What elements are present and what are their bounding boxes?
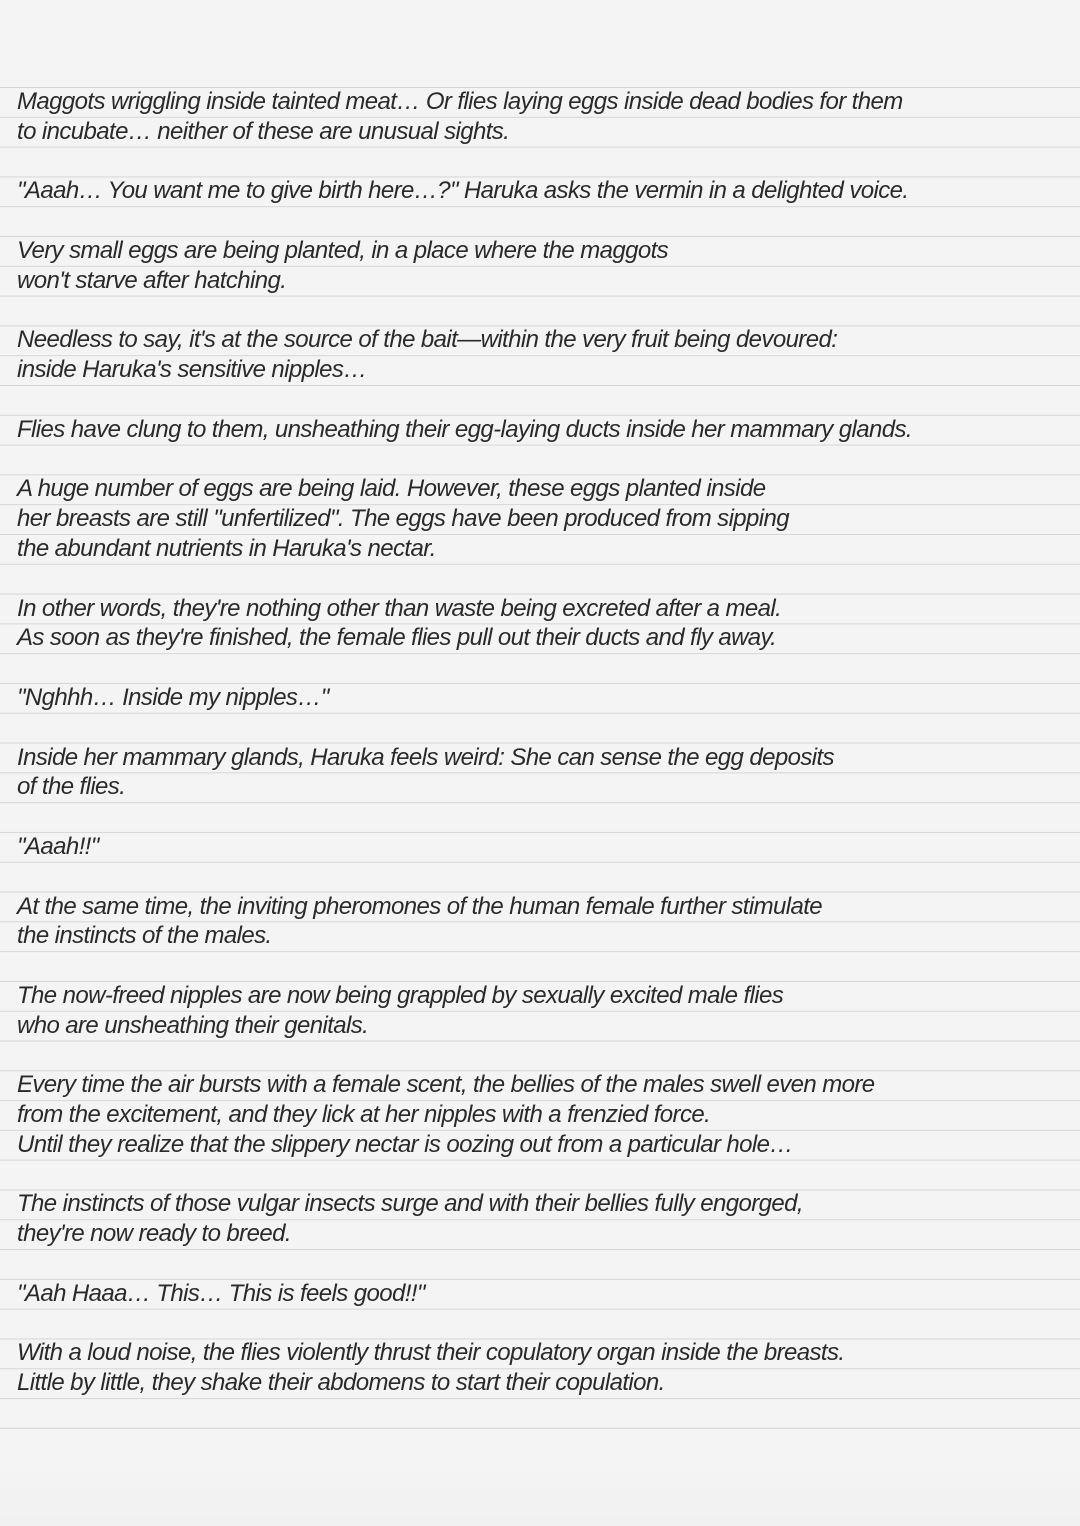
text-line: As soon as they're finished, the female flies pull out their ducts and fly away.	[17, 624, 777, 652]
text-line: from the excitement, and they lick at her nipples with a frenzied force.	[17, 1101, 711, 1129]
paragraph	[17, 1279, 1067, 1309]
text-line: A huge number of eggs are being laid. However, these eggs planted inside	[17, 475, 766, 503]
text-line: Very small eggs are being planted, in a place where the maggots	[17, 236, 669, 264]
text-line: "Nghhh… Inside my nipples…"	[17, 683, 329, 711]
text-line: Flies have clung to them, unsheathing their egg-laying ducts inside her mammary glands.	[17, 415, 912, 443]
text-line: to incubate… neither of these are unusual sights.	[17, 117, 510, 145]
text-line: the instincts of the males.	[17, 922, 272, 950]
text-line: Inside her mammary glands, Haruka feels weird: She can sense the egg deposits	[17, 743, 834, 771]
paragraph	[17, 1338, 1067, 1398]
text-line: "Aaah… You want me to give birth here…?" Haruka asks the vermin in a delighted voice.	[17, 177, 909, 205]
text-line: "Aah Haaa… This… This is feels good!!"	[17, 1279, 425, 1307]
paragraph	[17, 325, 1067, 385]
text-line: the abundant nutrients in Haruka's nectar.	[17, 534, 436, 562]
top-margin	[0, 0, 1080, 86]
text-line: won't starve after hatching.	[17, 266, 287, 294]
text-line: Little by little, they shake their abdomens to start their copulation.	[17, 1369, 665, 1397]
paragraph	[17, 1189, 1067, 1249]
text-line: Maggots wriggling inside tainted meat… Or flies laying eggs inside dead bodies for them	[17, 88, 903, 115]
story-text	[17, 87, 1067, 1428]
paragraph	[17, 87, 1067, 147]
paragraph	[17, 1070, 1067, 1159]
paragraph	[17, 474, 1067, 563]
text-line: The instincts of those vulgar insects surge and with their bellies fully engorged,	[17, 1190, 803, 1218]
text-line: Every time the air bursts with a female scent, the bellies of the males swell even more	[17, 1071, 875, 1099]
text-line: "Aaah!!"	[17, 832, 99, 860]
paragraph	[17, 892, 1067, 952]
text-line: Needless to say, it's at the source of the bait—within the very fruit being devoured:	[17, 326, 838, 354]
text-line: Until they realize that the slippery nectar is oozing out from a particular hole…	[17, 1130, 793, 1158]
bottom-margin	[0, 1456, 1080, 1526]
text-line: At the same time, the inviting pheromones of the human female further stimulate	[17, 892, 823, 920]
text-line: they're now ready to breed.	[17, 1220, 291, 1248]
paragraph	[17, 683, 1067, 713]
paragraph	[17, 832, 1067, 862]
paragraph	[17, 176, 1067, 206]
text-line: With a loud noise, the flies violently thrust their copulatory organ inside the breasts.	[17, 1339, 845, 1367]
text-line: In other words, they're nothing other than waste being excreted after a meal.	[17, 594, 782, 622]
text-line: of the flies.	[17, 773, 126, 801]
text-line: The now-freed nipples are now being grappled by sexually excited male flies	[17, 981, 784, 1009]
text-line: her breasts are still "unfertilized". The eggs have been produced from sipping	[17, 505, 790, 533]
text-line: who are unsheathing their genitals.	[17, 1011, 369, 1039]
paragraph	[17, 415, 1067, 445]
paragraph	[17, 594, 1067, 654]
paragraph	[17, 981, 1067, 1041]
text-line: inside Haruka's sensitive nipples…	[17, 356, 367, 384]
paragraph	[17, 236, 1067, 296]
paragraph	[17, 743, 1067, 803]
